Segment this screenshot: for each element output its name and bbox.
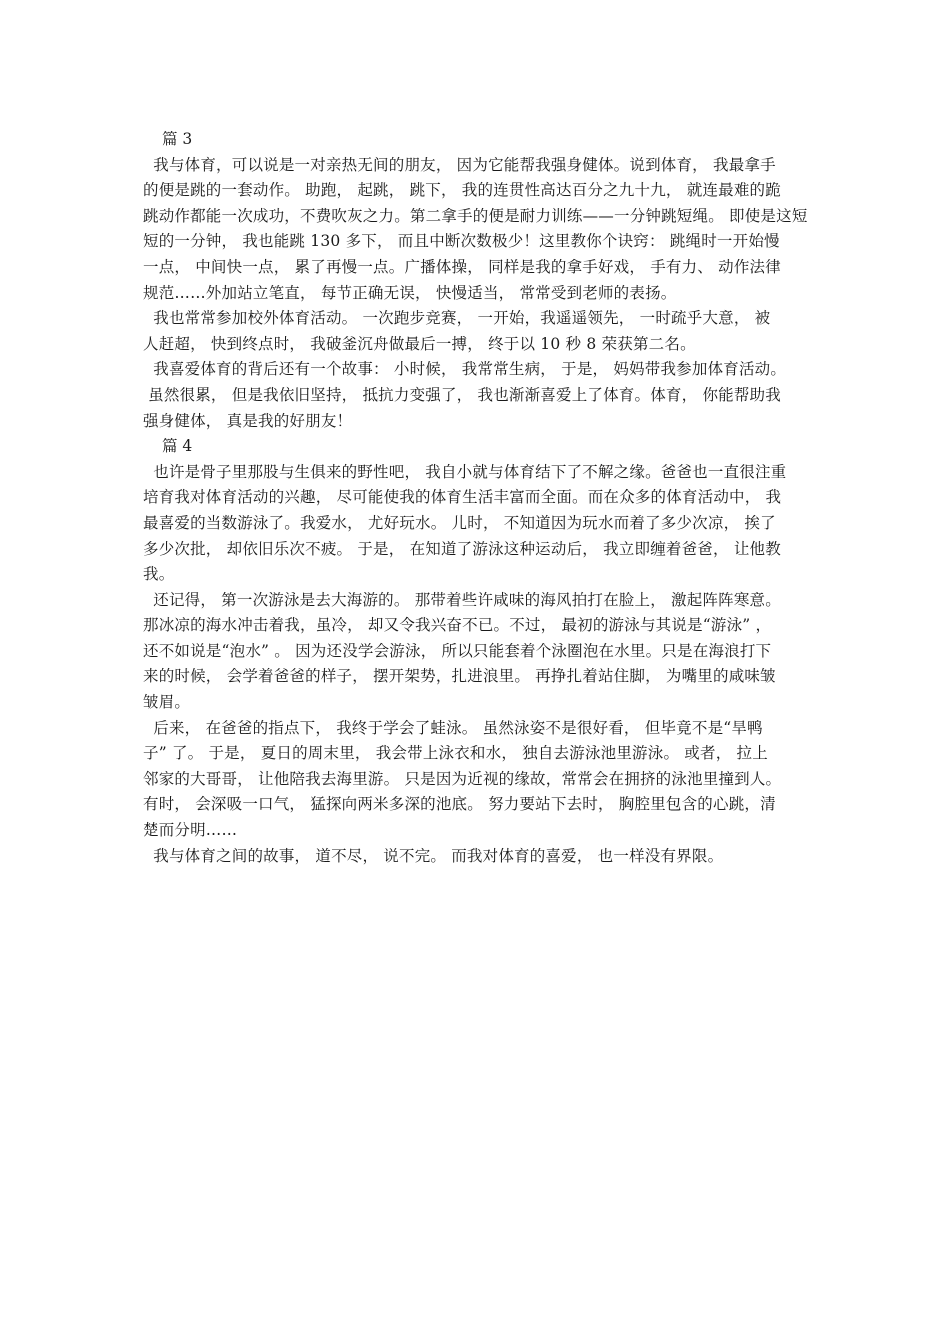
text-line: 皱眉。 <box>143 693 191 712</box>
text-line: 我与体育之间的故事， 道不尽， 说不完。 而我对体育的喜爱， 也一样没有界限。 <box>143 846 724 865</box>
text-line: 来的时候， 会学着爸爸的样子， 摆开架势，扎进浪里。 再挣扎着站住脚， 为嘴里的咸味皱 <box>143 667 776 686</box>
text-line: 子” 了。 于是， 夏日的周末里， 我会带上泳衣和水， 独自去游泳池里游泳。 或者， 拉上 <box>143 744 768 763</box>
paragraph <box>143 460 809 588</box>
text-line: 跳动作都能一次成功，不费吹灰之力。第二拿手的便是耐力训练——一分钟跳短绳。 即使是这短 <box>143 206 808 225</box>
text-line: 一点， 中间快一点， 累了再慢一点。广播体操， 同样是我的拿手好戏， 手有力、 动作法律 <box>143 257 781 276</box>
paragraph <box>143 306 809 357</box>
text-line: 我也常常参加校外体育活动。 一次跑步竞赛， 一开始，我遥遥领先， 一时疏乎大意， 被 <box>143 309 771 328</box>
text-line: 我。 <box>143 565 175 584</box>
text-line: 有时， 会深吸一口气， 猛探向两米多深的池底。 努力要站下去时， 胸腔里包含的心跳，清 <box>143 795 776 814</box>
paragraph <box>143 716 809 844</box>
text-line: 人赶超， 快到终点时， 我破釜沉舟做最后一搏， 终于以 10 秒 8 荣获第二名。 <box>143 334 696 353</box>
text-line: 邻家的大哥哥， 让他陪我去海里游。 只是因为近视的缘故，常常会在拥挤的泳池里撞到人。 <box>143 769 782 788</box>
text-line: 最喜爱的当数游泳了。我爱水， 尤好玩水。 儿时， 不知道因为玩水而着了多少次凉， 挨了 <box>143 513 776 532</box>
section-heading-3: 篇 3 <box>162 130 193 148</box>
text-line: 还记得， 第一次游泳是去大海游的。 那带着些许咸味的海风拍打在脸上， 激起阵阵寒意。 <box>143 590 781 609</box>
text-line: 楚而分明…… <box>143 821 238 840</box>
text-line: 的便是跳的一套动作。 助跑， 起跳， 跳下， 我的连贯性高达百分之九十九， 就连最难的跪 <box>143 181 781 200</box>
text-line: 我与体育，可以说是一对亲热无间的朋友， 因为它能帮我强身健体。说到体育， 我最拿手 <box>143 155 776 174</box>
section-heading-4: 篇 4 <box>162 437 193 456</box>
text-line: 也许是骨子里那股与生俱来的野性吧， 我自小就与体育结下了不解之缘。爸爸也一直很注重 <box>143 462 787 481</box>
paragraph <box>143 588 809 716</box>
paragraph <box>143 844 809 870</box>
document-page <box>143 127 809 869</box>
paragraph <box>143 357 809 434</box>
text-line: 规范……外加站立笔直， 每节正确无误， 快慢适当， 常常受到老师的表扬。 <box>143 283 677 302</box>
paragraph <box>143 153 809 307</box>
text-line: 那冰凉的海水冲击着我，虽冷， 却又令我兴奋不已。不过， 最初的游泳与其说是“游泳” ， <box>143 616 772 635</box>
text-line: 后来， 在爸爸的指点下， 我终于学会了蛙泳。 虽然泳姿不是很好看， 但毕竟不是“旱鸭 <box>143 718 763 737</box>
text-line: 培育我对体育活动的兴趣， 尽可能使我的体育生活丰富而全面。而在众多的体育活动中， 我 <box>143 488 782 507</box>
text-line: 虽然很累， 但是我依旧坚持， 抵抗力变强了， 我也渐渐喜爱上了体育。体育， 你能帮助我 <box>143 385 781 404</box>
text-line: 短的一分钟， 我也能跳 130 多下， 而且中断次数极少！这里教你个诀窍： 跳绳时一开始慢 <box>143 232 780 251</box>
text-line: 强身健体， 真是我的好朋友！ <box>143 411 353 430</box>
text-line: 我喜爱体育的背后还有一个故事： 小时候， 我常常生病， 于是， 妈妈带我参加体育活动。 <box>143 360 787 379</box>
text-line: 多少次批， 却依旧乐次不疲。 于是， 在知道了游泳这种运动后， 我立即缠着爸爸， 让他教 <box>143 539 781 558</box>
text-line: 还不如说是“泡水” 。 因为还没学会游泳， 所以只能套着个泳圈泡在水里。只是在海浪打下 <box>143 641 772 660</box>
